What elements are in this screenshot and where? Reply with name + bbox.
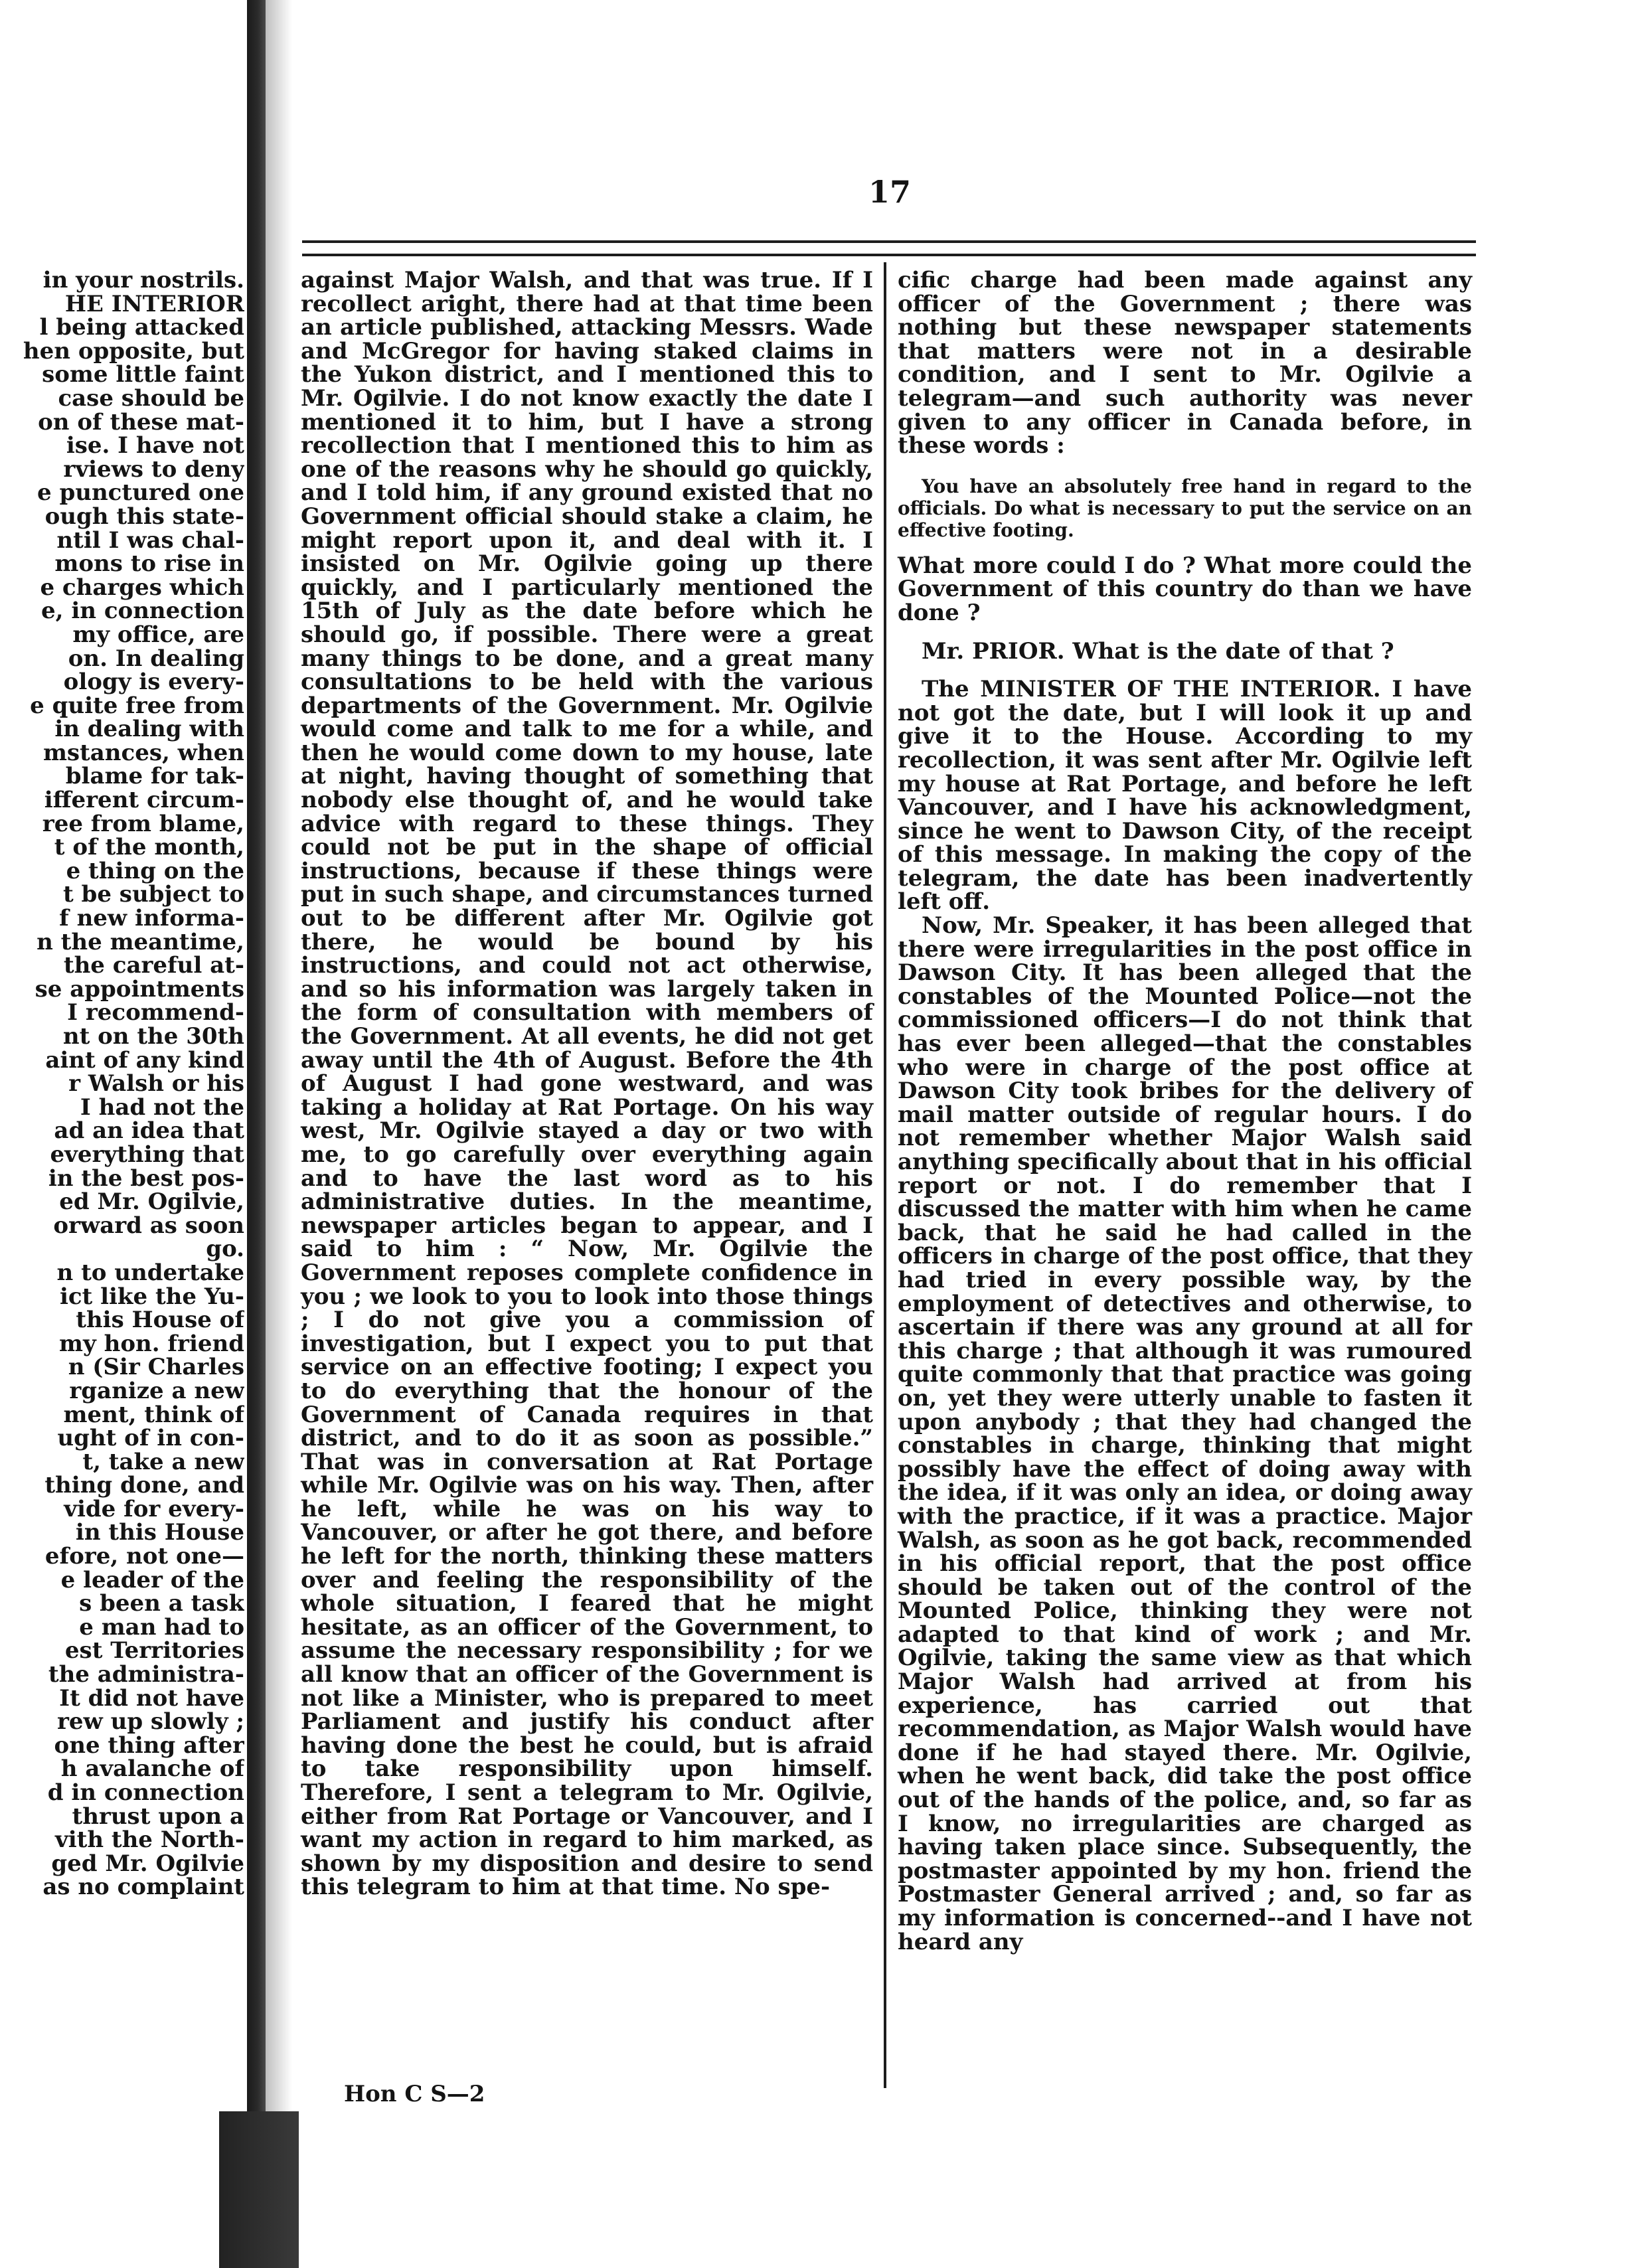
- left-fragment-line: t be subject to: [63, 881, 244, 908]
- left-fragment-line: in your nostrils.: [42, 269, 244, 293]
- left-fragment-line: the administra-: [48, 1661, 244, 1688]
- left-fragment-line: go.: [206, 1236, 244, 1263]
- left-fragment-line: orward as soon: [53, 1212, 244, 1239]
- left-fragment-line: mons to rise in: [54, 550, 244, 578]
- left-fragment-line: rew up slowly ;: [56, 1708, 244, 1736]
- left-fragment-line: d in connection: [47, 1779, 244, 1806]
- left-fragment-line: e man had to: [79, 1613, 244, 1641]
- left-fragment-line: everything that: [50, 1141, 244, 1168]
- left-fragment-line: in dealing with: [54, 716, 244, 743]
- left-fragment-line: se appointments: [35, 975, 244, 1003]
- left-fragment-line: thrust upon a: [72, 1803, 244, 1830]
- minister-reply: [898, 678, 1472, 914]
- right-paragraph-3: Now, Mr. Speaker, it has been alleged that there were irregularities in the post office in Dawson City. It has been alleged that the constables of the Mounted Police—not the commissioned officers—I do not think that has ever been alleged—that the constables who were in charge of the post office at Dawson City took bribes for the delivery of mail matter outside of regular hours. I do not remember whether Major Walsh said anything specifically about that in his official report or not. I do remember that I discussed the matter with him when he came back, that he said he had called in the officers in charge of the post office, that they had tried in every possible way, by the employment of detectives and otherwise, to ascertain if there was any ground at all for this charge ; that although it was rumoured quite commonly that that practice was going on, yet they were utterly unable to fasten it upon anybody ; that they had changed the constables in charge, thinking that might possibly have the effect of doing away with the idea, if it was only an idea, or doing away with the practice, if it was a practice. Major Walsh, as soon as he got back, recommended in his official report, that the post office should be taken out of the control of the Mounted Police, thinking they were not adapted to that kind of work ; and Mr. Ogilvie, taking the same view as that which Major Walsh had arrived at from his experience, has carried out that recommendation, as Major Walsh would have done if he had stayed there. Mr. Ogilvie, when he went back, did take the post office out of the hands of the police, and, so far as I know, no irregularities are charged as having taken place since. Subsequently, the postmaster appointed by my hon. friend the Postmaster General arrived ; and, so far as my information is concerned--and I have not heard any: [898, 912, 1472, 1955]
- left-fragment-line: aint of any kind: [45, 1046, 244, 1074]
- left-fragment-line: est Territories: [64, 1637, 244, 1664]
- left-fragment-line: this House of: [76, 1307, 244, 1334]
- left-fragment-line: blame for tak-: [65, 763, 244, 790]
- page-number: 17: [868, 174, 911, 210]
- left-fragment-line: ment, think of: [63, 1401, 244, 1428]
- left-fragment-line: HE INTERIOR: [64, 290, 244, 317]
- prior-question: [898, 637, 1472, 665]
- speaker-prior: Mr. PRIOR.: [922, 637, 1065, 665]
- left-fragment-line: e thing on the: [66, 857, 244, 884]
- left-fragment-line: nt on the 30th: [62, 1023, 244, 1050]
- left-fragment-line: on. In dealing: [68, 645, 244, 672]
- left-fragment-line: rganize a new: [69, 1377, 244, 1404]
- left-fragment-line: ough this state-: [44, 503, 244, 530]
- middle-column: [301, 269, 873, 1900]
- left-fragment-line: the careful at-: [63, 952, 244, 979]
- telegram-quote: You have an absolutely free hand in regard to the officials. Do what is necessary to put the service on an effective footing.: [898, 475, 1472, 541]
- left-fragment-line: h avalanche of: [60, 1755, 244, 1783]
- left-fragment-line: e charges which: [40, 574, 244, 601]
- left-fragment-line: e quite free from: [30, 692, 244, 719]
- left-fragment-line: some little faint: [42, 361, 244, 388]
- left-column-fragment: [0, 269, 244, 1900]
- left-fragment-line: ad an idea that: [54, 1117, 244, 1145]
- column-divider: [884, 262, 886, 2088]
- left-fragment-line: It did not have: [59, 1684, 244, 1712]
- left-fragment-line: e leader of the: [60, 1566, 244, 1593]
- middle-paragraph: against Major Walsh, and that was true. If I recollect aright, there had at that time been an article published, attacking Messrs. Wade and McGregor for having staked claims in the Yukon district, and I mentioned this to Mr. Ogilvie. I do not know exactly the date I mentioned it to him, but I have a strong recollection that I mentioned this to him as one of the reasons why he should go quickly, and I told him, if any ground existed that no Government official should stake a claim, he might report upon it, and deal with it. I insisted on Mr. Ogilvie going up there quickly, and I particularly mentioned the 15th of July as the date before which he should go, if possible. There were a great many things to be done, and a great many consultations to be held with the various departments of the Government. Mr. Ogilvie would come and talk to me for a while, and then he would come down to my house, late at night, having thought of something that nobody else thought of, and he would take advice with regard to these things. They could not be put in the shape of official instructions, because if these things were put in such shape, and circumstances turned out to be different after Mr. Ogilvie got there, he would be bound by his instructions, and could not act otherwise, and so his information was largely taken in the form of consultation with members of the Government. At all events, he did not get away until the 4th of August. Before the 4th of August I had gone westward, and was taking a holiday at Rat Portage. On his way west, Mr. Ogilvie stayed a day or two with me, to go carefully over everything again and to have the last word as to his administrative duties. In the meantime, newspaper articles began to appear, and I said to him : “ Now, Mr. Ogilvie the Government reposes complete confidence in you ; we look to you to look into those things ; I do not give you a commission of investigation, but I expect you to put that service on an effective footing; I expect you to do everything that the honour of the Government of Canada requires in that district, and to do it as soon as possible.” That was in conversation at Rat Portage while Mr. Ogilvie was on his way. Then, after he left, while he was on his way to Vancouver, or after he got there, and before he left for the north, thinking these matters over and feeling the responsibility of the whole situation, I feared that he might hesitate, as an officer of the Government, to assume the necessary responsibility ; for we all know that an officer of the Government is not like a Minister, who is prepared to meet Parliament and justify his conduct after having done the best he could, but is afraid to take responsibility upon himself. Therefore, I sent a telegram to Mr. Ogilvie, either from Rat Portage or Vancouver, and I want my action in regard to him marked, as shown by my disposition and desire to send this telegram to him at that time. No spe-: [301, 267, 873, 1901]
- minister-text: I have not got the date, but I will look it up and give it to the House. According to my recollection, it was sent after Mr. Ogilvie left my house at Rat Portage, and before he left Vancouver, and I have his acknowledgment, since he went to Dawson City, of the receipt of this message. In making the copy of the telegram, the date has been inadvertently left off.: [898, 676, 1472, 916]
- left-fragment-line: ed Mr. Ogilvie,: [59, 1188, 244, 1216]
- left-fragment-line: n (Sir Charles: [68, 1354, 244, 1381]
- left-fragment-line: as no complaint: [42, 1874, 244, 1900]
- header-rule-bottom: [302, 254, 1476, 256]
- left-fragment-line: ntil I was chal-: [56, 526, 244, 554]
- left-fragment-line: l being attacked: [39, 314, 244, 341]
- left-fragment-line: ged Mr. Ogilvie: [51, 1850, 244, 1877]
- left-fragment-line: r Walsh or his: [68, 1070, 244, 1097]
- left-fragment-line: n the meantime,: [37, 928, 244, 955]
- right-column: [898, 269, 1472, 1954]
- header-rule-top: [302, 240, 1476, 243]
- right-paragraph-1: cific charge had been made against any officer of the Government ; there was nothing but these newspaper statements that matters were not in a desirable condition, and I sent to Mr. Ogilvie a telegram—and such authority was never given to any officer in Canada before, in these words :: [898, 267, 1472, 459]
- left-fragment-line: ught of in con-: [57, 1425, 244, 1452]
- binding-gutter: [247, 0, 266, 2268]
- left-fragment-line: hen opposite, but: [23, 337, 244, 364]
- left-fragment-line: ifferent circum-: [44, 787, 244, 814]
- gutter-shadow: [266, 0, 292, 2268]
- left-fragment-line: ology is every-: [63, 669, 244, 696]
- left-fragment-line: f new informa-: [59, 905, 244, 932]
- right-paragraph-2: What more could I do ? What more could the Government of this country do than we have done ?: [898, 552, 1472, 626]
- left-fragment-line: efore, not one—: [44, 1543, 244, 1570]
- left-fragment-line: thing done, and: [44, 1472, 244, 1499]
- left-fragment-line: t of the month,: [54, 834, 244, 861]
- left-fragment-line: I recommend-: [67, 999, 244, 1026]
- left-fragment-line: in the best pos-: [48, 1165, 244, 1192]
- left-fragment-line: my office, are: [72, 621, 244, 648]
- left-fragment-line: case should be: [58, 384, 244, 412]
- left-fragment-line: vith the North-: [54, 1826, 244, 1854]
- left-fragment-line: I had not the: [80, 1094, 244, 1121]
- left-fragment-line: ict like the Yu-: [59, 1283, 244, 1310]
- left-fragment-line: e, in connection: [41, 598, 244, 625]
- left-fragment-line: t, take a new: [82, 1448, 244, 1475]
- left-fragment-line: in this House: [75, 1519, 244, 1546]
- gutter-bottom-edge: [219, 2111, 299, 2268]
- left-fragment-line: ise. I have not: [66, 432, 244, 459]
- left-fragment-line: s been a task: [79, 1590, 244, 1617]
- left-fragment-line: on of these mat-: [38, 408, 244, 436]
- left-fragment-line: vide for every-: [64, 1495, 244, 1522]
- left-fragment-line: mstances, when: [42, 739, 244, 766]
- left-fragment-line: ree from blame,: [42, 810, 244, 837]
- signature-mark: Hon C S—2: [344, 2081, 485, 2107]
- left-fragment-line: one thing after: [54, 1732, 244, 1759]
- left-fragment-line: my hon. friend: [59, 1330, 244, 1357]
- left-fragment-line: rviews to deny: [63, 455, 244, 483]
- prior-text: What is the date of that ?: [1072, 637, 1394, 665]
- speaker-minister: The MINISTER OF THE INTERIOR.: [922, 676, 1381, 703]
- left-fragment-line: n to undertake: [56, 1259, 244, 1286]
- left-fragment-line: e punctured one: [37, 479, 244, 507]
